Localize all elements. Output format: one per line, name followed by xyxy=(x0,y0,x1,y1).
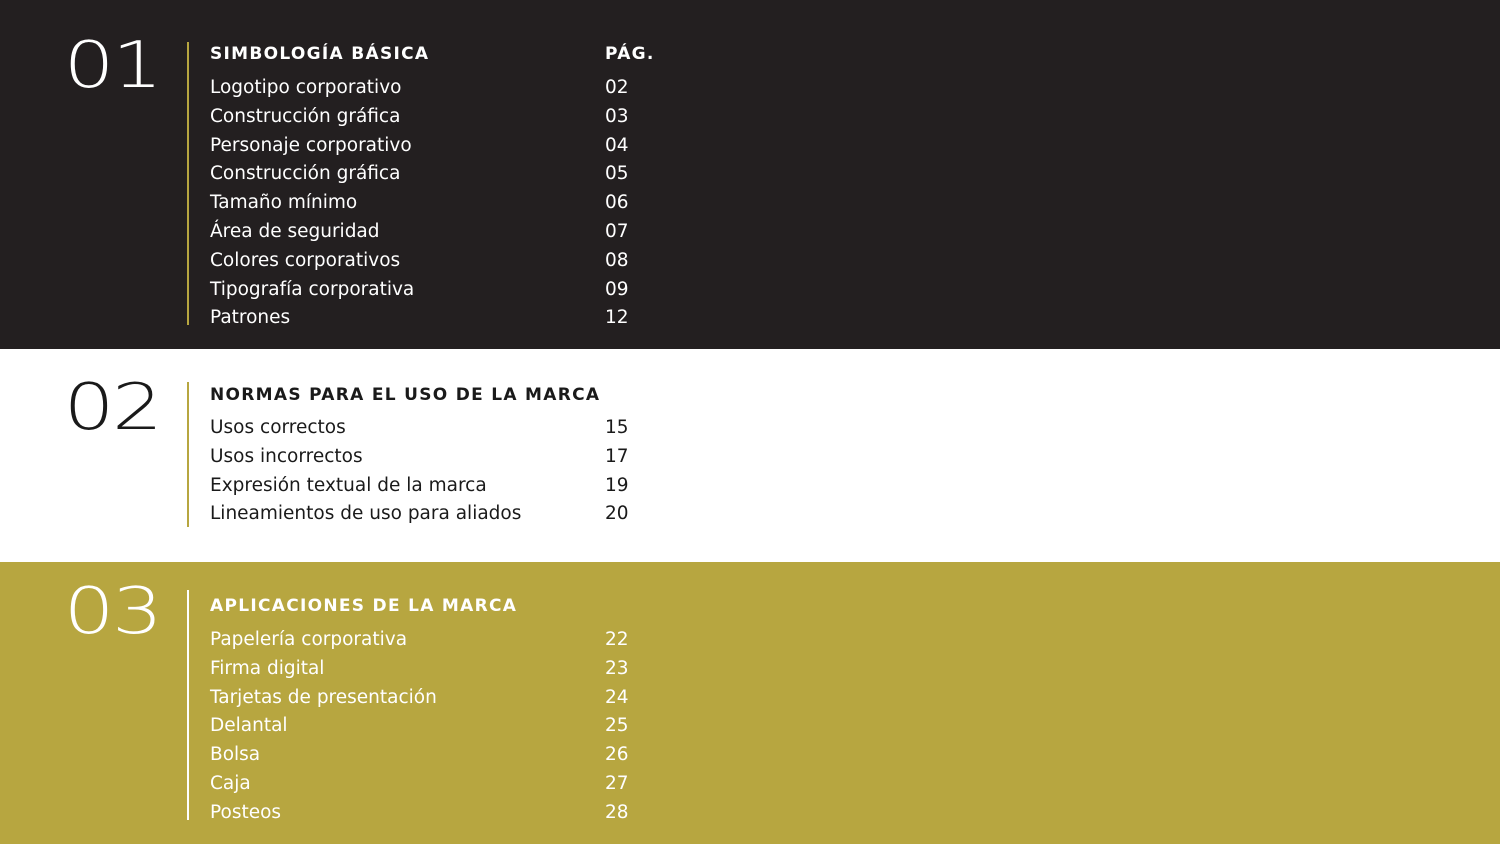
toc-entry-page: 04 xyxy=(605,134,629,156)
toc-entry-page: 22 xyxy=(605,629,629,650)
toc-entry-title: Expresión textual de la marca xyxy=(210,474,487,496)
toc-entry-page: 06 xyxy=(605,192,629,214)
section-heading: NORMAS PARA EL USO DE LA MARCA xyxy=(210,385,601,405)
toc-entry-page: 12 xyxy=(605,307,629,329)
section-number: 03 xyxy=(63,575,160,649)
page-column-label: PÁG. xyxy=(605,44,655,64)
toc-entry-title: Firma digital xyxy=(210,657,325,679)
toc-entry-title: Bolsa xyxy=(210,744,261,766)
toc-entry-page: 24 xyxy=(605,686,629,708)
toc-entry-page: 27 xyxy=(605,772,629,794)
toc-entry-title: Lineamientos de uso para aliados xyxy=(210,503,522,525)
toc-entry-page: 15 xyxy=(605,417,629,438)
toc-entry-title: Caja xyxy=(210,772,251,794)
toc-entry-page: 05 xyxy=(605,163,629,185)
toc-entry-title: Tipografía corporativa xyxy=(210,278,415,300)
toc-entry-title: Construcción gráfica xyxy=(210,105,401,127)
section-number: 02 xyxy=(63,371,160,445)
toc-entry-title: Posteos xyxy=(210,801,282,823)
section-heading: SIMBOLOGÍA BÁSICA xyxy=(210,44,430,64)
section-normas xyxy=(0,349,1500,562)
toc-entry-page: 23 xyxy=(605,657,629,679)
section-aplicaciones xyxy=(0,562,1500,844)
toc-entry-title: Colores corporativos xyxy=(210,249,401,271)
toc-entry-title: Patrones xyxy=(210,307,291,329)
section-simbologia xyxy=(0,0,1500,349)
section-number: 01 xyxy=(63,29,160,103)
toc-entry-title: Usos incorrectos xyxy=(210,445,363,467)
toc-entry-title: Área de seguridad xyxy=(210,220,380,242)
toc-entry-title: Tamaño mínimo xyxy=(210,192,358,214)
toc-entry-page: 08 xyxy=(605,249,629,271)
toc-entry-page: 02 xyxy=(605,77,629,98)
toc-entry-title: Personaje corporativo xyxy=(210,134,412,156)
toc-entry-page: 07 xyxy=(605,220,629,242)
toc-entry-title: Usos correctos xyxy=(210,417,346,438)
toc-entry-title: Logotipo corporativo xyxy=(210,77,402,98)
toc-entry-page: 17 xyxy=(605,445,629,467)
section-divider xyxy=(187,382,189,527)
toc-entry-title: Delantal xyxy=(210,715,288,737)
toc-entry-page: 26 xyxy=(605,744,629,766)
toc-entry-page: 20 xyxy=(605,503,629,525)
section-divider xyxy=(187,42,189,325)
section-divider xyxy=(187,590,189,820)
toc-entry-title: Construcción gráfica xyxy=(210,163,401,185)
toc-entry-page: 19 xyxy=(605,474,629,496)
toc-entry-page: 28 xyxy=(605,801,629,823)
section-heading: APLICACIONES DE LA MARCA xyxy=(210,596,518,616)
toc-entry-title: Tarjetas de presentación xyxy=(210,686,437,708)
toc-entry-page: 09 xyxy=(605,278,629,300)
toc-entry-title: Papelería corporativa xyxy=(210,629,408,650)
toc-entry-page: 25 xyxy=(605,715,629,737)
toc-entry-page: 03 xyxy=(605,105,629,127)
